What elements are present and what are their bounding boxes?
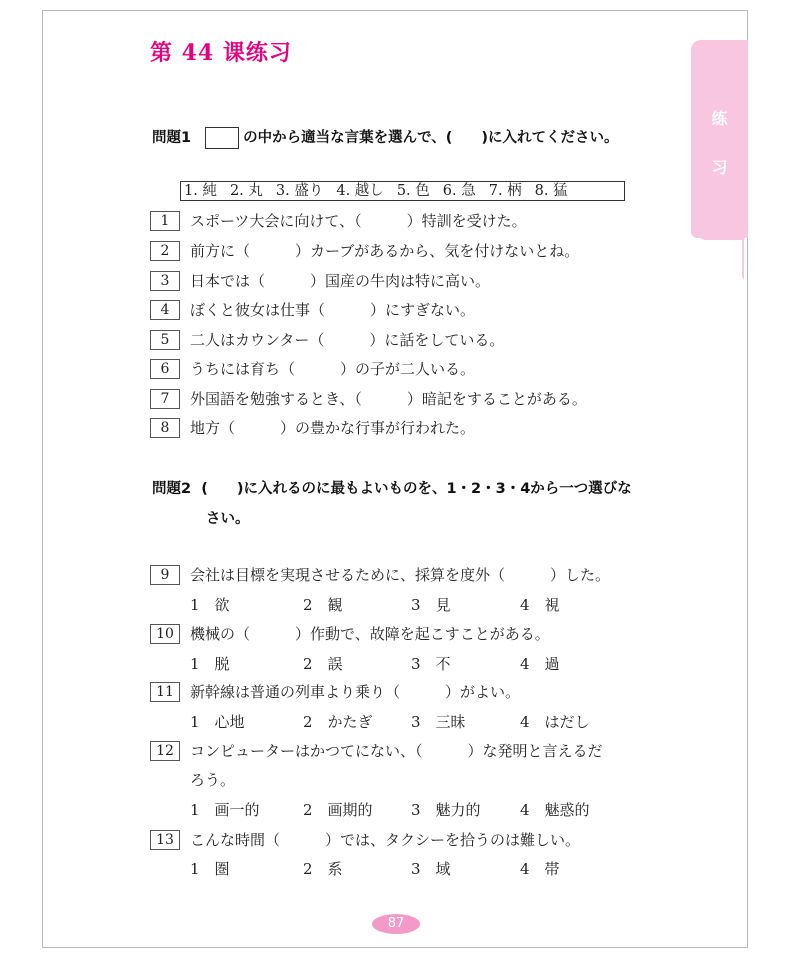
side-tab-char-1: 练 [711, 109, 728, 128]
choice-item: 8. 猛 [534, 183, 568, 199]
question-text: ぼくと彼女は仕事（ ）にすぎない。 [190, 301, 476, 319]
option: 3 域 [411, 860, 451, 878]
question-text: コンピューターはかつてにない、（ ）な発明と言えるだ [190, 742, 603, 760]
question-row [150, 741, 603, 761]
question-row [150, 211, 527, 231]
option: 3 魅力的 [411, 801, 481, 819]
option: 3 不 [411, 655, 451, 673]
option: 2 誤 [303, 655, 343, 673]
option: 2 かたぎ [303, 713, 373, 731]
option: 2 系 [303, 860, 343, 878]
question-number: 1 [150, 211, 180, 231]
option: 2 観 [303, 596, 343, 614]
question-number: 13 [150, 830, 180, 850]
question-number: 11 [150, 682, 180, 702]
question-number: 10 [150, 624, 180, 644]
option: 4 視 [520, 596, 560, 614]
option: 2 画期的 [303, 801, 373, 819]
question-number: 3 [150, 271, 180, 291]
page-title: 第 44 课练习 [150, 40, 292, 66]
section2-instruction-cont: さい。 [206, 511, 250, 527]
option: 1 画一的 [190, 801, 260, 819]
choice-item: 7. 柄 [488, 183, 522, 199]
option: 4 はだし [520, 713, 590, 731]
question-row [150, 565, 610, 585]
section2-label: 問題2 [152, 481, 192, 497]
question-row [150, 241, 579, 261]
section1-label: 問題1 [152, 130, 192, 146]
question-text: 外国語を勉強するとき、（ ）暗記をすることがある。 [190, 390, 587, 408]
choice-item: 5. 色 [396, 183, 430, 199]
question-number: 8 [150, 418, 180, 438]
section1-instruction: の中から適当な言葉を選んで、( )に入れてください。 [243, 130, 619, 146]
question-number: 9 [150, 565, 180, 585]
question-row [150, 330, 504, 350]
option: 4 魅惑的 [520, 801, 590, 819]
option: 1 心地 [190, 713, 245, 731]
side-tab-tail [700, 236, 748, 284]
question-text: こんな時間（ ）では、タクシーを拾うのは難しい。 [190, 831, 581, 849]
option: 4 帯 [520, 860, 560, 878]
question-number: 4 [150, 300, 180, 320]
question-row [150, 389, 587, 409]
question-text: 日本では（ ）国産の牛肉は特に高い。 [190, 272, 491, 290]
option: 1 脱 [190, 655, 230, 673]
question-row [150, 359, 475, 379]
question-number: 12 [150, 741, 180, 761]
question-text: 会社は目標を実現させるために、採算を度外（ ）した。 [190, 566, 611, 584]
question-text: 前方に（ ）カーブがあるから、気を付けないとね。 [190, 242, 580, 260]
question-row [150, 418, 475, 438]
page-number: 87 [372, 914, 420, 934]
question-text: 新幹線は普通の列車より乗り（ ）がよい。 [190, 683, 521, 701]
choice-box [180, 181, 625, 201]
question-text: うちには育ち（ ）の子が二人いる。 [190, 360, 476, 378]
question-text: 機械の（ ）作動で、故障を起こすことがある。 [190, 625, 550, 643]
option: 3 見 [411, 596, 451, 614]
question-number: 7 [150, 389, 180, 409]
section1-heading [152, 126, 619, 149]
blank-box [205, 127, 239, 149]
question-row [150, 300, 475, 320]
question-number: 6 [150, 359, 180, 379]
question-text: スポーツ大会に向けて、（ ）特訓を受けた。 [190, 212, 527, 230]
option: 4 過 [520, 655, 560, 673]
option: 3 三昧 [411, 713, 466, 731]
option: 1 欲 [190, 596, 230, 614]
choice-item: 6. 急 [442, 183, 476, 199]
option: 1 圏 [190, 860, 230, 878]
section2-heading [152, 477, 632, 498]
question-text-cont: ろう。 [190, 771, 236, 789]
question-number: 5 [150, 330, 180, 350]
question-row [150, 271, 490, 291]
choice-item: 3. 盛り [275, 183, 324, 199]
choice-item: 2. 丸 [229, 183, 263, 199]
choice-item: 1. 純 [184, 183, 217, 199]
side-tab [691, 40, 748, 238]
side-tab-char-2: 习 [711, 158, 728, 177]
choice-item: 4. 越し [336, 183, 384, 199]
section2-instruction: ( )に入れるのに最もよいものを、1・2・3・4から一つ選びな [201, 481, 632, 497]
question-text: 二人はカウンター（ ）に話をしている。 [190, 331, 505, 349]
question-row [150, 830, 580, 850]
question-number: 2 [150, 241, 180, 261]
question-text: 地方（ ）の豊かな行事が行われた。 [190, 419, 476, 437]
question-row [150, 682, 520, 702]
question-row [150, 624, 550, 644]
